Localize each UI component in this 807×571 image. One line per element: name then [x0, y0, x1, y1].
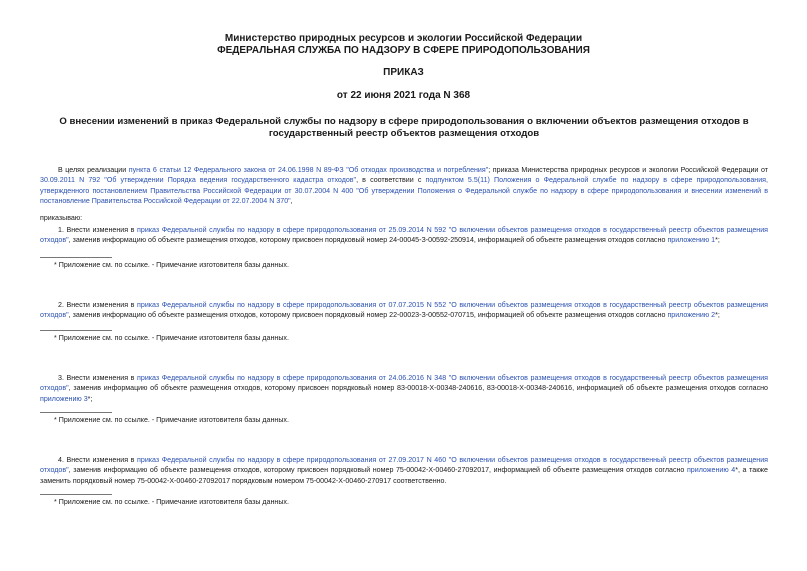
- item-text: *;: [715, 311, 720, 320]
- order-link[interactable]: приказ Федеральной службы по надзору в сфере природопользования от 27.09.2017 N 460 "О включении объектов размещения отходов в государственный реестр объектов размещения отходов": [40, 456, 768, 475]
- orders-word: приказываю:: [40, 214, 83, 222]
- footnote-divider: [40, 257, 112, 258]
- document-type: ПРИКАЗ: [383, 67, 424, 78]
- item-text: , заменив информацию об объекте размещения отходов, которому присвоен порядковый номер 83-00018-Х-00348-240616, 83-00018-Х-00348-240616, информацией об объекте размещения отходов согласно: [68, 384, 768, 393]
- appendix-link[interactable]: приложению 3: [40, 394, 88, 403]
- item-text: *, а также заменить порядковый номер 75-00042-Х-00460-27092017 порядковым номером 75-00042-Х-00460-270917 соответственно.: [40, 466, 768, 485]
- item-text: *;: [715, 236, 720, 245]
- appendix-link[interactable]: приложению 2: [667, 311, 716, 320]
- footnote: * Приложение см. по ссылке. - Примечание изготовителя базы данных.: [54, 334, 289, 342]
- appendix-link[interactable]: приложению 1: [667, 236, 716, 245]
- document-header: [0, 33, 807, 101]
- item-text: *;: [87, 394, 93, 403]
- regulation-link[interactable]: подпунктом 5.5(11) Положения о Федеральной службе по надзору в сфере природопользования, утвержденного постановлением Правительства Российской Федерации от 30.07.2004 N 400 "Об утверждении Положения о Федеральной службе по надзору в сфере природопользования и внесении изменений в постановление Правительства Российской Федерации от 22.07.2004 N 370": [40, 176, 768, 205]
- item-text: , заменив информацию об объекте размещения отходов, которому присвоен порядковый номер 75-00042-Х-00460-27092017, информацией об объекте размещения отходов согласно: [68, 466, 687, 475]
- ministry-name: Министерство природных ресурсов и экологии Российской Федерации: [224, 33, 583, 44]
- preamble-text-3: , в соответствии с: [356, 176, 426, 185]
- document-date-number: от 22 июня 2021 года N 368: [336, 90, 471, 101]
- footnote-divider: [40, 330, 112, 331]
- law-link[interactable]: пункта 6 статьи 12 Федерального закона от 24.06.1998 N 89-ФЗ "Об отходах производства и потребления": [128, 166, 489, 174]
- order-link[interactable]: приказ Федеральной службы по надзору в сфере природопользования от 25.09.2014 N 592 "О включении объектов размещения отходов в государственный реестр объектов размещения отходов": [40, 226, 768, 245]
- item-text: 4. Внести изменения в: [58, 456, 138, 464]
- footnote: * Приложение см. по ссылке. - Примечание изготовителя базы данных.: [54, 261, 289, 269]
- document-title: О внесении изменений в приказ Федеральной службы по надзору в сфере природопользования о включении объектов размещения отходов в государственный реестр объектов размещения отходов: [59, 116, 749, 139]
- list-item: [40, 373, 768, 404]
- appendix-link[interactable]: приложению 4: [686, 466, 736, 475]
- list-item: [40, 300, 768, 321]
- item-text: 3. Внести изменения в: [58, 374, 138, 382]
- footnote: * Приложение см. по ссылке. - Примечание изготовителя базы данных.: [54, 498, 289, 506]
- preamble: [40, 165, 768, 206]
- service-name: ФЕДЕРАЛЬНАЯ СЛУЖБА ПО НАДЗОРУ В СФЕРЕ ПРИРОДОПОЛЬЗОВАНИЯ: [217, 44, 590, 56]
- footnote-divider: [40, 494, 112, 495]
- list-item: [40, 225, 768, 246]
- cadastre-order-link[interactable]: 30.09.2011 N 792 "Об утверждении Порядка ведения государственного кадастра отходов": [40, 176, 357, 185]
- item-text: , заменив информацию об объекте размещения отходов, которому присвоен порядковый номер 22-00023-З-00552-070715, информацией об объекте размещения отходов согласно: [68, 311, 668, 320]
- preamble-text-1: В целях реализации: [58, 166, 129, 174]
- order-link[interactable]: приказ Федеральной службы по надзору в сфере природопользования от 24.06.2016 N 348 "О включении объектов размещения отходов в государственный реестр объектов размещения отходов": [40, 374, 768, 393]
- preamble-text-4: ,: [290, 196, 293, 205]
- preamble-text-2: ; приказа Министерства природных ресурсов и экологии Российской Федерации от: [488, 166, 768, 174]
- footnote-divider: [40, 412, 112, 413]
- footnote: * Приложение см. по ссылке. - Примечание изготовителя базы данных.: [54, 416, 289, 424]
- list-item: [40, 455, 768, 486]
- order-link[interactable]: приказ Федеральной службы по надзору в сфере природопользования от 07.07.2015 N 552 "О включении объектов размещения отходов в государственный реестр объектов размещения отходов": [40, 301, 768, 320]
- item-text: 1. Внести изменения в: [58, 226, 138, 234]
- item-text: , заменив информацию об объекте размещения отходов, которому присвоен порядковый номер 24-00045-З-00592-250914, информацией об объекте размещения отходов согласно: [68, 236, 668, 245]
- item-text: 2. Внести изменения в: [58, 301, 138, 309]
